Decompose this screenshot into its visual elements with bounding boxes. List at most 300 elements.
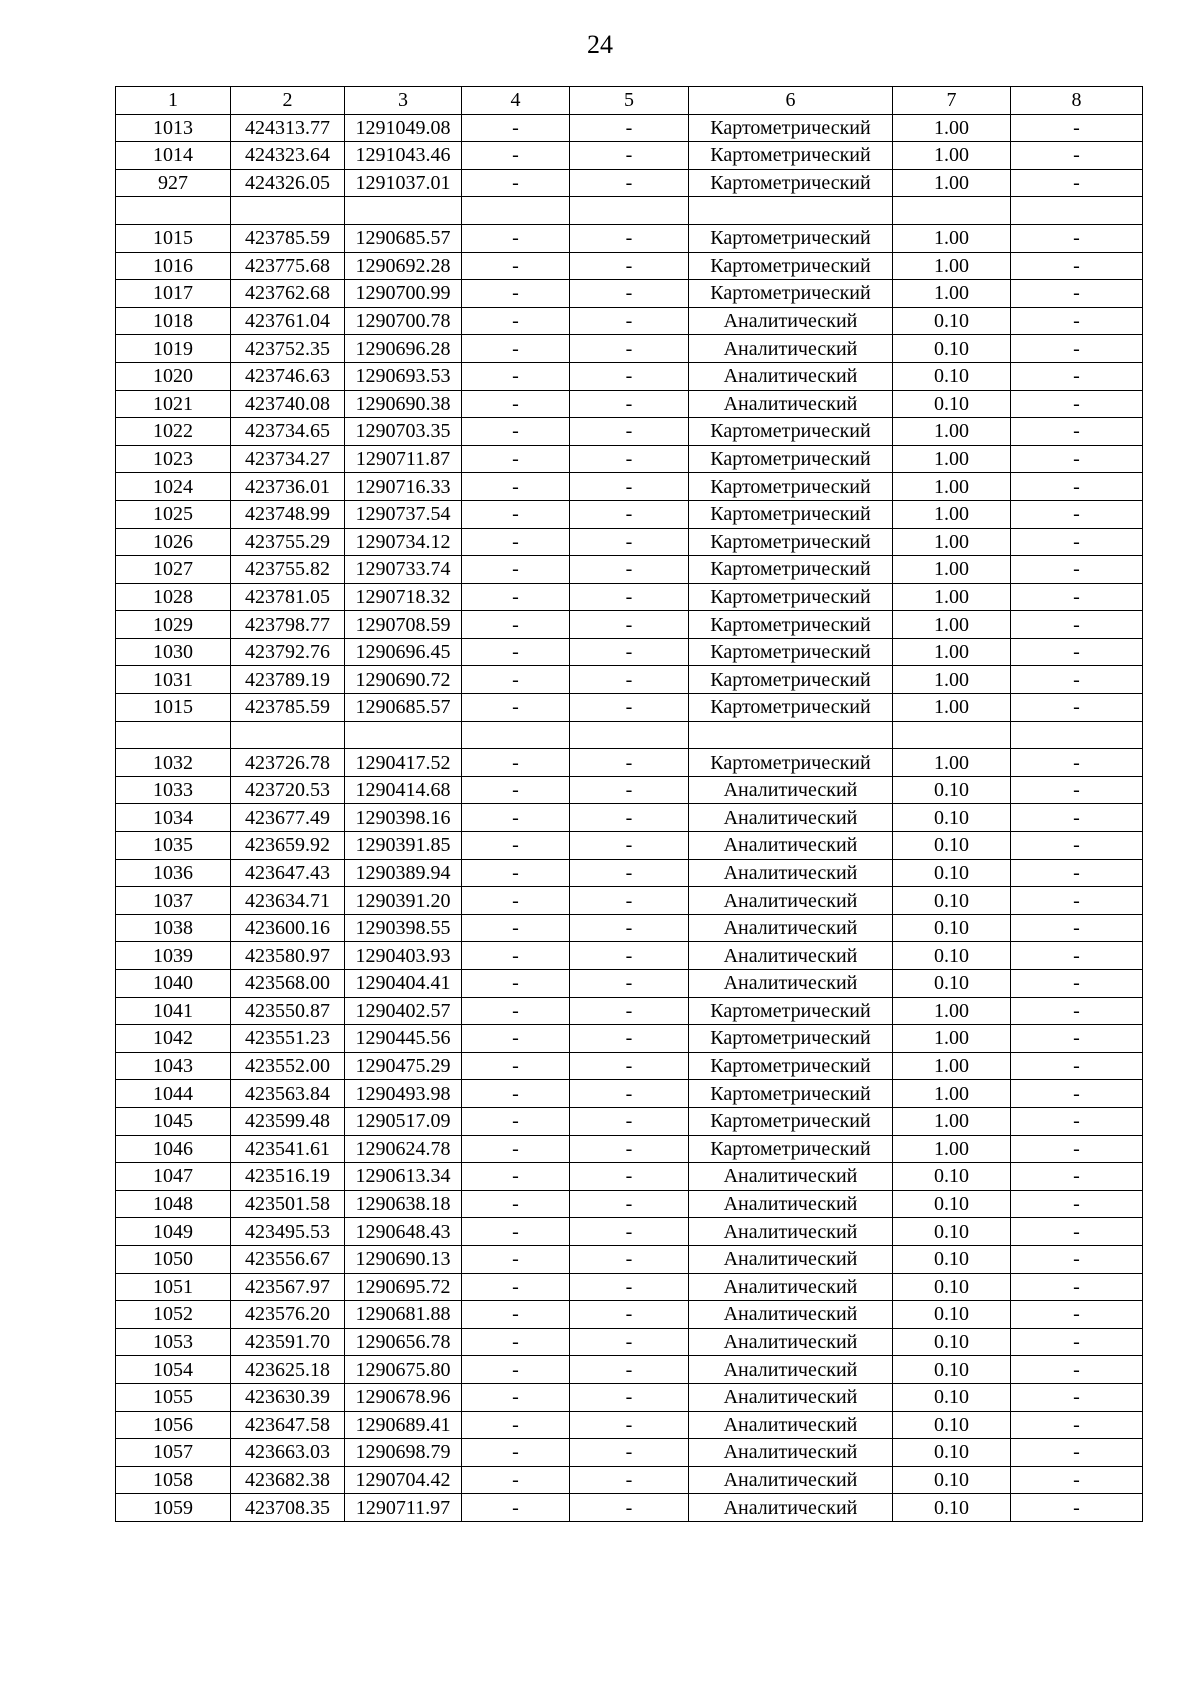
table-cell: 1056 (116, 1411, 231, 1439)
table-row (116, 638, 1143, 666)
table-cell: - (1011, 1439, 1143, 1467)
table-cell: 1.00 (893, 169, 1011, 197)
table-cell: 423567.97 (231, 1273, 345, 1301)
table-cell: - (462, 252, 570, 280)
table-cell: - (462, 390, 570, 418)
table-cell: - (570, 1190, 689, 1218)
table-cell: 1052 (116, 1301, 231, 1329)
table-cell: 1044 (116, 1080, 231, 1108)
table-cell: Картометрический (689, 500, 893, 528)
table-cell: 0.10 (893, 1163, 1011, 1191)
table-cell: 1037 (116, 887, 231, 915)
table-cell: - (570, 1411, 689, 1439)
table-cell: - (1011, 1218, 1143, 1246)
table-cell: 423781.05 (231, 583, 345, 611)
table-cell: - (462, 666, 570, 694)
table-cell: - (570, 1301, 689, 1329)
header-cell: 7 (893, 87, 1011, 115)
table-cell: Картометрический (689, 611, 893, 639)
table-cell: 423775.68 (231, 252, 345, 280)
table-cell: - (1011, 1107, 1143, 1135)
header-cell: 5 (570, 87, 689, 115)
table-cell: 1290733.74 (345, 556, 462, 584)
table-cell: - (1011, 142, 1143, 170)
table-cell: 423663.03 (231, 1439, 345, 1467)
table-cell: 1034 (116, 804, 231, 832)
table-body (116, 114, 1143, 1521)
table-cell: - (570, 1163, 689, 1191)
table-cell: Аналитический (689, 1356, 893, 1384)
table-cell: - (462, 804, 570, 832)
table-cell: Аналитический (689, 335, 893, 363)
table-cell: 1020 (116, 362, 231, 390)
table-cell: 423682.38 (231, 1466, 345, 1494)
table-cell: 1290690.13 (345, 1245, 462, 1273)
table-cell: 1036 (116, 859, 231, 887)
table-cell: 1039 (116, 942, 231, 970)
table-row (116, 887, 1143, 915)
header-cell: 2 (231, 87, 345, 115)
table-row (116, 776, 1143, 804)
table-cell: - (462, 1052, 570, 1080)
table-cell: 1.00 (893, 611, 1011, 639)
table-cell: 1038 (116, 914, 231, 942)
table-cell: 423734.65 (231, 418, 345, 446)
table-cell: - (462, 528, 570, 556)
table-cell: 0.10 (893, 859, 1011, 887)
table-cell: 0.10 (893, 1411, 1011, 1439)
table-cell: - (1011, 252, 1143, 280)
table-cell: Аналитический (689, 914, 893, 942)
table-cell: - (1011, 1273, 1143, 1301)
table-cell: - (1011, 1494, 1143, 1522)
table-cell: 1.00 (893, 666, 1011, 694)
table-cell: 1041 (116, 997, 231, 1025)
table-cell: Картометрический (689, 556, 893, 584)
table-cell: 423792.76 (231, 638, 345, 666)
table-cell: 423552.00 (231, 1052, 345, 1080)
table-cell: - (462, 1411, 570, 1439)
table-cell: - (1011, 224, 1143, 252)
table-row (116, 1383, 1143, 1411)
table-cell: 1018 (116, 307, 231, 335)
table-cell: 1290398.55 (345, 914, 462, 942)
table-cell: 423720.53 (231, 776, 345, 804)
table-cell: - (462, 859, 570, 887)
table-cell: 1290734.12 (345, 528, 462, 556)
table-cell: 1019 (116, 335, 231, 363)
table-cell: - (1011, 445, 1143, 473)
table-cell (893, 721, 1011, 749)
table-row (116, 500, 1143, 528)
table-cell: 423599.48 (231, 1107, 345, 1135)
table-cell: 423550.87 (231, 997, 345, 1025)
table-cell: 1290389.94 (345, 859, 462, 887)
table-cell: 0.10 (893, 1466, 1011, 1494)
table-cell: - (462, 887, 570, 915)
table-cell: - (570, 142, 689, 170)
table-cell: - (570, 1135, 689, 1163)
table-cell: Картометрический (689, 749, 893, 777)
table-cell: - (570, 1273, 689, 1301)
page-number: 24 (587, 30, 613, 59)
table-cell: Картометрический (689, 280, 893, 308)
table-row (116, 914, 1143, 942)
table-cell: 1290475.29 (345, 1052, 462, 1080)
table-cell (1011, 197, 1143, 225)
table-cell: 1.00 (893, 583, 1011, 611)
table-cell: 1028 (116, 583, 231, 611)
table-cell: 1048 (116, 1190, 231, 1218)
table-cell: 424326.05 (231, 169, 345, 197)
table-cell: 1029 (116, 611, 231, 639)
table-cell: Аналитический (689, 390, 893, 418)
table-row (116, 721, 1143, 749)
table-cell: 1027 (116, 556, 231, 584)
table-cell: - (462, 1466, 570, 1494)
table-cell: - (570, 1439, 689, 1467)
table-cell: 1290693.53 (345, 362, 462, 390)
table-cell: 1.00 (893, 142, 1011, 170)
table-cell: - (462, 1328, 570, 1356)
table-cell: Аналитический (689, 1301, 893, 1329)
table-cell: 927 (116, 169, 231, 197)
table-cell: - (462, 1163, 570, 1191)
table-cell: 423734.27 (231, 445, 345, 473)
table-cell: 1290708.59 (345, 611, 462, 639)
table-cell: - (1011, 583, 1143, 611)
table-cell: 0.10 (893, 307, 1011, 335)
table-cell: 1290404.41 (345, 970, 462, 998)
table-cell: 1049 (116, 1218, 231, 1246)
table-cell: Аналитический (689, 1163, 893, 1191)
table-cell: 0.10 (893, 887, 1011, 915)
table-cell: - (462, 418, 570, 446)
table-cell: 1290700.99 (345, 280, 462, 308)
table-cell: 1045 (116, 1107, 231, 1135)
table-cell: - (1011, 390, 1143, 418)
table-cell: 0.10 (893, 804, 1011, 832)
table-cell: - (1011, 1190, 1143, 1218)
table-cell: 1043 (116, 1052, 231, 1080)
table-cell: 423740.08 (231, 390, 345, 418)
table-cell: - (570, 859, 689, 887)
table-cell: 1290700.78 (345, 307, 462, 335)
table-cell: 1050 (116, 1245, 231, 1273)
table-cell: - (570, 887, 689, 915)
table-cell: - (1011, 804, 1143, 832)
header-cell: 6 (689, 87, 893, 115)
table-cell: - (570, 362, 689, 390)
table-cell: 1290675.80 (345, 1356, 462, 1384)
table-row (116, 970, 1143, 998)
table-cell: - (462, 500, 570, 528)
table-cell: 1290685.57 (345, 224, 462, 252)
table-cell: 0.10 (893, 1494, 1011, 1522)
table-cell: 1026 (116, 528, 231, 556)
table-cell: Аналитический (689, 1383, 893, 1411)
table-cell: 1290716.33 (345, 473, 462, 501)
table-cell: 1035 (116, 832, 231, 860)
table-cell: Картометрический (689, 473, 893, 501)
table-row (116, 362, 1143, 390)
table-cell: Аналитический (689, 776, 893, 804)
table-cell: 1054 (116, 1356, 231, 1384)
table-cell: 0.10 (893, 1356, 1011, 1384)
table-row (116, 556, 1143, 584)
table-cell: 423736.01 (231, 473, 345, 501)
table-cell: 1.00 (893, 694, 1011, 722)
table-row (116, 473, 1143, 501)
table-cell: 0.10 (893, 335, 1011, 363)
table-cell: - (462, 1218, 570, 1246)
table-row (116, 169, 1143, 197)
table-cell: - (570, 445, 689, 473)
table-cell: - (462, 914, 570, 942)
table-cell: Аналитический (689, 307, 893, 335)
table-cell: 0.10 (893, 1273, 1011, 1301)
table-cell: 1030 (116, 638, 231, 666)
header-cell: 1 (116, 87, 231, 115)
table-cell: - (462, 335, 570, 363)
table-cell: 1290414.68 (345, 776, 462, 804)
table-cell: - (462, 1080, 570, 1108)
table-cell: 1053 (116, 1328, 231, 1356)
table-cell: - (1011, 1163, 1143, 1191)
table-cell: - (462, 473, 570, 501)
table-cell (231, 721, 345, 749)
table-cell: - (462, 224, 570, 252)
table-cell: - (1011, 280, 1143, 308)
table-cell: 1290696.45 (345, 638, 462, 666)
table-row (116, 252, 1143, 280)
table-cell: - (570, 224, 689, 252)
table-cell: - (1011, 1025, 1143, 1053)
table-cell: 1290624.78 (345, 1135, 462, 1163)
table-cell (116, 197, 231, 225)
table-cell: - (570, 114, 689, 142)
table-cell: - (570, 776, 689, 804)
table-cell: - (1011, 776, 1143, 804)
table-cell: - (570, 307, 689, 335)
table-cell: - (1011, 335, 1143, 363)
table-cell: 424323.64 (231, 142, 345, 170)
table-cell: 1.00 (893, 280, 1011, 308)
table-cell: 1032 (116, 749, 231, 777)
table-cell: 0.10 (893, 1328, 1011, 1356)
table-row (116, 583, 1143, 611)
table-row (116, 997, 1143, 1025)
table-cell: - (462, 997, 570, 1025)
table-cell: - (1011, 970, 1143, 998)
header-cell: 8 (1011, 87, 1143, 115)
table-cell: - (462, 832, 570, 860)
table-cell: Картометрический (689, 114, 893, 142)
table-cell: 1047 (116, 1163, 231, 1191)
table-cell: 423568.00 (231, 970, 345, 998)
table-cell: 0.10 (893, 1439, 1011, 1467)
table-cell: 423677.49 (231, 804, 345, 832)
table-cell: 423748.99 (231, 500, 345, 528)
table-cell (893, 197, 1011, 225)
table-cell: 423634.71 (231, 887, 345, 915)
table-row (116, 666, 1143, 694)
table-row (116, 280, 1143, 308)
table-row (116, 335, 1143, 363)
table-cell: 1058 (116, 1466, 231, 1494)
table-cell: 0.10 (893, 776, 1011, 804)
table-cell: - (1011, 528, 1143, 556)
table-cell: - (570, 804, 689, 832)
table-cell: - (1011, 942, 1143, 970)
table-cell: 1290689.41 (345, 1411, 462, 1439)
table-cell: 423541.61 (231, 1135, 345, 1163)
table-cell (1011, 721, 1143, 749)
table-cell: Аналитический (689, 1245, 893, 1273)
table-row (116, 1080, 1143, 1108)
table-cell: Аналитический (689, 942, 893, 970)
table-cell: - (570, 1080, 689, 1108)
table-cell: Картометрический (689, 1025, 893, 1053)
table-cell: - (462, 611, 570, 639)
table-cell (462, 721, 570, 749)
table-row (116, 1301, 1143, 1329)
table-cell: - (570, 611, 689, 639)
table-cell: - (1011, 859, 1143, 887)
table-cell: - (570, 1466, 689, 1494)
table-cell: 1290391.20 (345, 887, 462, 915)
table-cell: - (1011, 169, 1143, 197)
table-cell (116, 721, 231, 749)
table-cell: - (1011, 611, 1143, 639)
table-cell: 0.10 (893, 1245, 1011, 1273)
table-cell: Аналитический (689, 804, 893, 832)
table-cell: 1.00 (893, 473, 1011, 501)
table-cell: Аналитический (689, 970, 893, 998)
table-cell: - (462, 638, 570, 666)
table-cell: - (1011, 914, 1143, 942)
table-cell: Картометрический (689, 1080, 893, 1108)
table-cell: 423762.68 (231, 280, 345, 308)
table-cell: 423761.04 (231, 307, 345, 335)
table-row (116, 1245, 1143, 1273)
table-cell: 1290703.35 (345, 418, 462, 446)
table-cell: - (462, 280, 570, 308)
table-cell: 423516.19 (231, 1163, 345, 1191)
table-cell: 423789.19 (231, 666, 345, 694)
table-cell: 1051 (116, 1273, 231, 1301)
table-cell: Аналитический (689, 832, 893, 860)
table-row (116, 197, 1143, 225)
table-cell: Аналитический (689, 1328, 893, 1356)
table-cell: 0.10 (893, 914, 1011, 942)
table-cell: 1.00 (893, 500, 1011, 528)
table-cell: 423726.78 (231, 749, 345, 777)
table-cell: 0.10 (893, 1383, 1011, 1411)
table-cell: 423600.16 (231, 914, 345, 942)
table-cell: - (570, 1025, 689, 1053)
table-cell: 1290391.85 (345, 832, 462, 860)
table-row (116, 418, 1143, 446)
table-cell: 423647.58 (231, 1411, 345, 1439)
table-cell: Картометрический (689, 445, 893, 473)
table-cell: 1.00 (893, 556, 1011, 584)
table-cell: 1015 (116, 694, 231, 722)
table-cell: Аналитический (689, 1466, 893, 1494)
table-cell: 1.00 (893, 1080, 1011, 1108)
table-cell: 423752.35 (231, 335, 345, 363)
table-cell: Аналитический (689, 887, 893, 915)
table-cell: 0.10 (893, 832, 1011, 860)
table-cell: Картометрический (689, 997, 893, 1025)
table-cell: 423785.59 (231, 224, 345, 252)
table-cell: Картометрический (689, 252, 893, 280)
table-cell: Картометрический (689, 528, 893, 556)
table-row (116, 749, 1143, 777)
table-cell: - (462, 1025, 570, 1053)
table-cell: 1290698.79 (345, 1439, 462, 1467)
table-cell: 1290696.28 (345, 335, 462, 363)
table-cell: - (1011, 1301, 1143, 1329)
table-cell (689, 197, 893, 225)
table-cell: 1023 (116, 445, 231, 473)
table-cell: 0.10 (893, 362, 1011, 390)
table-cell: - (1011, 1466, 1143, 1494)
table-cell: 1.00 (893, 1025, 1011, 1053)
table-cell: - (1011, 832, 1143, 860)
table-cell: Картометрический (689, 694, 893, 722)
table-cell: - (1011, 997, 1143, 1025)
table-cell: Картометрический (689, 638, 893, 666)
header-cell: 4 (462, 87, 570, 115)
table-cell: 423630.39 (231, 1383, 345, 1411)
table-row (116, 1273, 1143, 1301)
table-cell: 423746.63 (231, 362, 345, 390)
table-cell: 1025 (116, 500, 231, 528)
table-cell: - (570, 1218, 689, 1246)
table-cell: 423580.97 (231, 942, 345, 970)
table-cell: Аналитический (689, 362, 893, 390)
table-cell: 1290690.38 (345, 390, 462, 418)
table-cell: Аналитический (689, 1439, 893, 1467)
table-row (116, 694, 1143, 722)
table-row (116, 859, 1143, 887)
table-cell: - (462, 1356, 570, 1384)
table-cell: 1290692.28 (345, 252, 462, 280)
table-cell (231, 197, 345, 225)
table-row (116, 1439, 1143, 1467)
table-cell: 1014 (116, 142, 231, 170)
table-row (116, 804, 1143, 832)
table-cell: 423501.58 (231, 1190, 345, 1218)
table-cell: 1.00 (893, 749, 1011, 777)
table-cell: - (570, 997, 689, 1025)
header-cell: 3 (345, 87, 462, 115)
table-cell: 1017 (116, 280, 231, 308)
table-cell: 1290402.57 (345, 997, 462, 1025)
table-cell: 1046 (116, 1135, 231, 1163)
table-cell: - (570, 473, 689, 501)
table-cell: 423563.84 (231, 1080, 345, 1108)
table-row (116, 942, 1143, 970)
table-cell: - (462, 1135, 570, 1163)
table-cell: - (1011, 307, 1143, 335)
table-row (116, 1356, 1143, 1384)
table-cell: - (1011, 1135, 1143, 1163)
table-cell: - (1011, 1383, 1143, 1411)
table-row (116, 1328, 1143, 1356)
table-row (116, 1163, 1143, 1191)
